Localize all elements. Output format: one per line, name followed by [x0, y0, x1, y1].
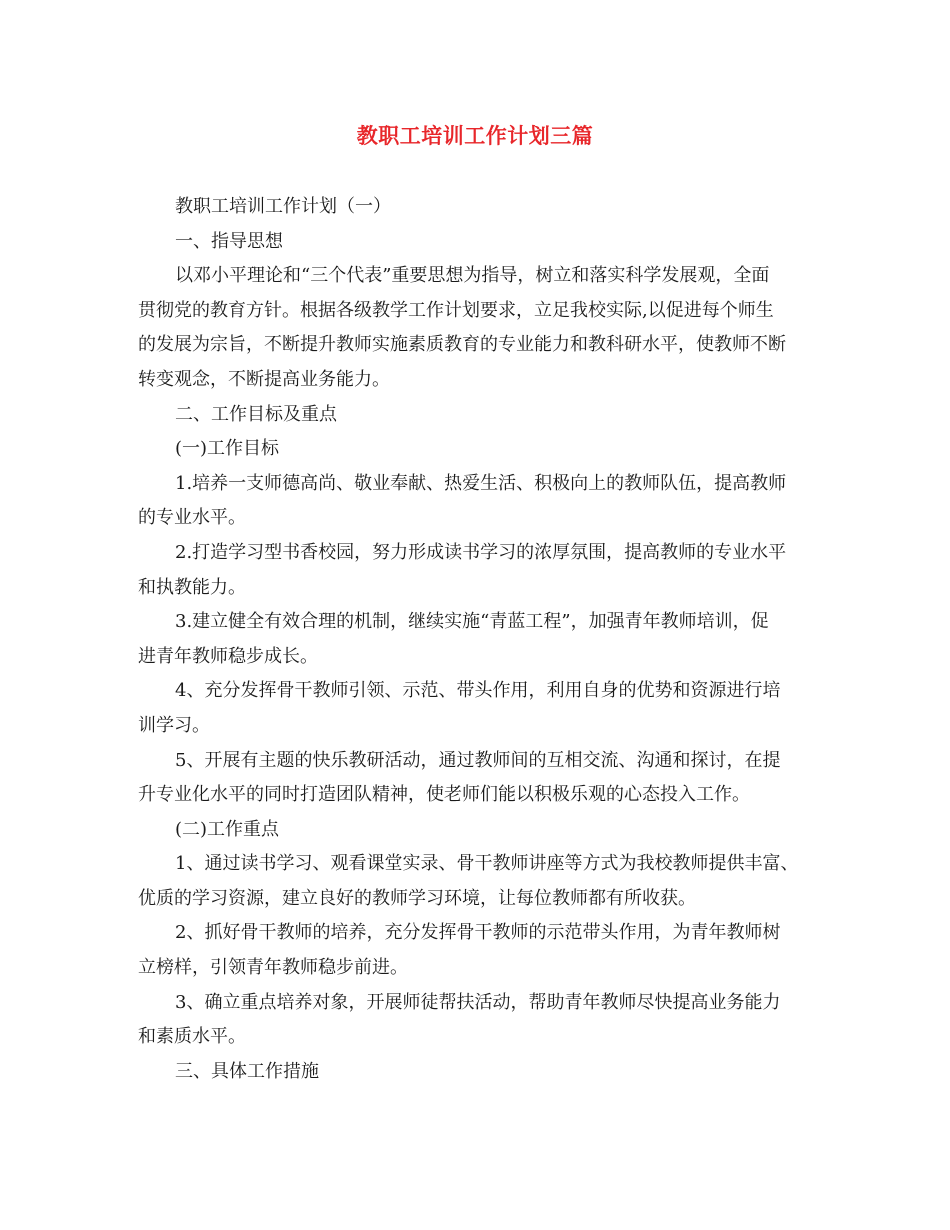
paragraph-line: 的发展为宗旨，不断提升教师实施素质教育的专业能力和教科研水平，使教师不断 — [138, 334, 786, 356]
section-heading-guiding-ideology: 一、指导思想 — [175, 230, 283, 252]
paragraph-line: 贯彻党的教育方针。根据各级教学工作计划要求，立足我校实际,以促进每个师生 — [138, 299, 774, 321]
list-item-line: 4、充分发挥骨干教师引领、示范、带头作用，利用自身的优势和资源进行培 — [175, 680, 781, 702]
list-item-line: 2.打造学习型书香校园，努力形成读书学习的浓厚氛围，提高教师的专业水平 — [175, 541, 787, 563]
list-item-line: 5、开展有主题的快乐教研活动，通过教师间的互相交流、沟通和探讨，在提 — [175, 749, 781, 771]
list-item-line: 1、通过读书学习、观看课堂实录、骨干教师讲座等方式为我校教师提供丰富、 — [175, 853, 799, 875]
list-item-line: 1.培养一支师德高尚、敬业奉献、热爱生活、积极向上的教师队伍，提高教师 — [175, 472, 787, 494]
section-heading-goals-and-focus: 二、工作目标及重点 — [175, 403, 337, 425]
document-title: 教职工培训工作计划三篇 — [356, 123, 594, 148]
section-heading-plan-one: 教职工培训工作计划（一） — [175, 196, 391, 217]
section-heading-measures: 三、具体工作措施 — [175, 1060, 319, 1082]
list-item-line: 3、确立重点培养对象，开展师徒帮扶活动，帮助青年教师尽快提高业务能力 — [175, 991, 781, 1013]
list-item-line: 训学习。 — [138, 714, 210, 736]
list-item-line: 3.建立健全有效合理的机制，继续实施“青蓝工程”，加强青年教师培训，促 — [175, 611, 769, 633]
list-item-line: 进青年教师稳步成长。 — [138, 645, 318, 667]
list-item-line: 的专业水平。 — [138, 507, 246, 529]
list-item-line: 和执教能力。 — [138, 576, 246, 598]
list-item-line: 立榜样，引领青年教师稳步前进。 — [138, 957, 408, 979]
subsection-heading-goals: (一)工作目标 — [175, 438, 280, 460]
list-item-line: 优质的学习资源，建立良好的教师学习环境，让每位教师都有所收获。 — [138, 887, 696, 909]
paragraph-line: 转变观念，不断提高业务能力。 — [138, 368, 390, 390]
subsection-heading-focus: (二)工作重点 — [175, 818, 280, 840]
paragraph-line: 以邓小平理论和“三个代表”重要思想为指导，树立和落实科学发展观，全面 — [175, 265, 770, 287]
list-item-line: 2、抓好骨干教师的培养，充分发挥骨干教师的示范带头作用，为青年教师树 — [175, 922, 781, 944]
list-item-line: 升专业化水平的同时打造团队精神，使老师们能以积极乐观的心态投入工作。 — [138, 784, 750, 806]
document-body — [138, 190, 828, 1089]
list-item-line: 和素质水平。 — [138, 1026, 246, 1048]
